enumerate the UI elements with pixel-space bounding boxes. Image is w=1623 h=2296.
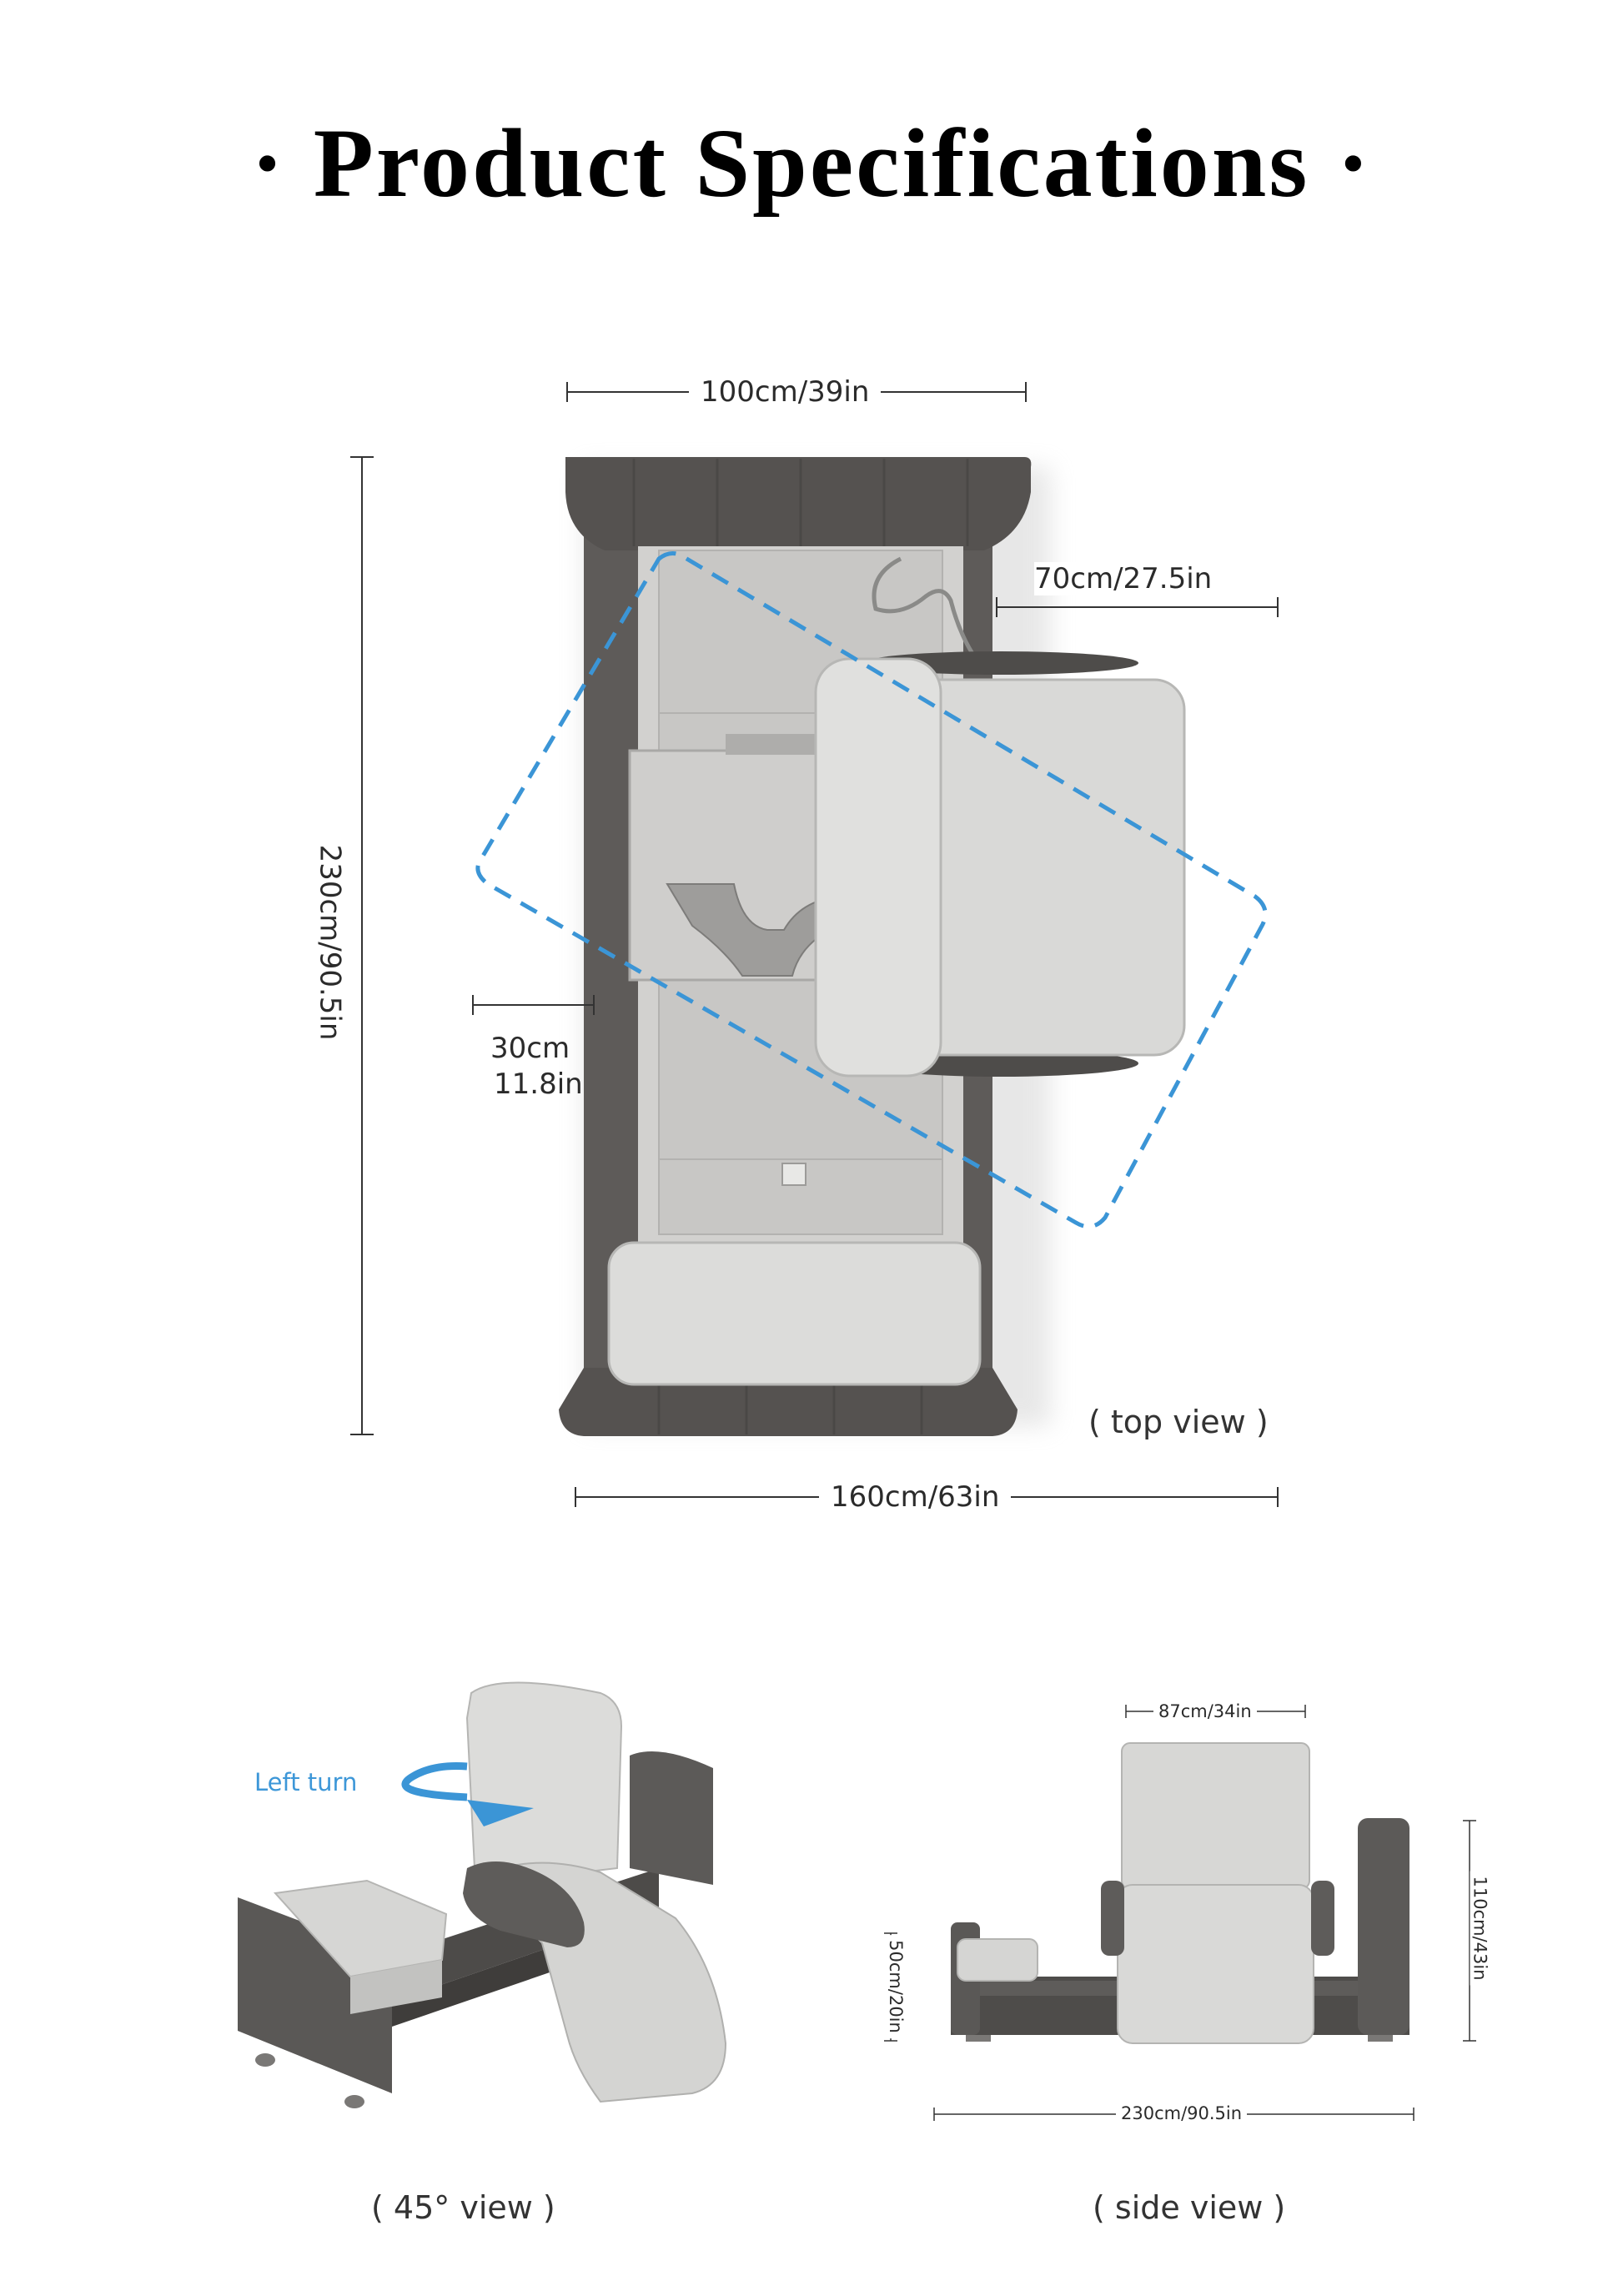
side-view-drawing	[951, 1743, 1409, 2043]
seat-cushion	[901, 680, 1184, 1055]
ottoman-cushion	[609, 1243, 980, 1384]
headboard	[565, 457, 1031, 550]
angle-view-label: ( 45° view )	[371, 2189, 555, 2226]
dim-total-height: 110cm/43in	[1470, 1871, 1490, 1985]
dim-height-left: 230cm/90.5in	[313, 833, 346, 1053]
side-headboard	[1358, 1818, 1409, 2035]
dim-width-top: 100cm/39in	[689, 375, 881, 409]
angle-back-cushion	[467, 1683, 621, 1886]
dim-swing-right: 70cm/27.5in	[1034, 562, 1213, 595]
left-turn-arrow	[405, 1766, 467, 1798]
side-view-label: ( side view )	[1093, 2189, 1286, 2226]
dim-side-gap-cm: 30cm	[490, 1032, 570, 1065]
left-turn-label: Left turn	[254, 1768, 358, 1796]
dim-seat-height: 50cm/20in	[886, 1935, 906, 2038]
side-backrest	[1122, 1743, 1309, 1889]
dim-side-gap-in: 11.8in	[494, 1068, 583, 1101]
page-title: · Product Specifications ·	[250, 108, 1373, 218]
dim-total-length: 230cm/90.5in	[1116, 2103, 1247, 2123]
dim-width-bottom: 160cm/63in	[819, 1480, 1011, 1514]
top-view-drawing	[478, 457, 1265, 1436]
back-cushion	[816, 659, 941, 1076]
angle-view-drawing	[238, 1683, 726, 2109]
top-view-label: ( top view )	[1088, 1404, 1269, 1440]
side-seat	[1118, 1885, 1314, 2043]
dim-backrest-width: 87cm/34in	[1153, 1701, 1257, 1721]
